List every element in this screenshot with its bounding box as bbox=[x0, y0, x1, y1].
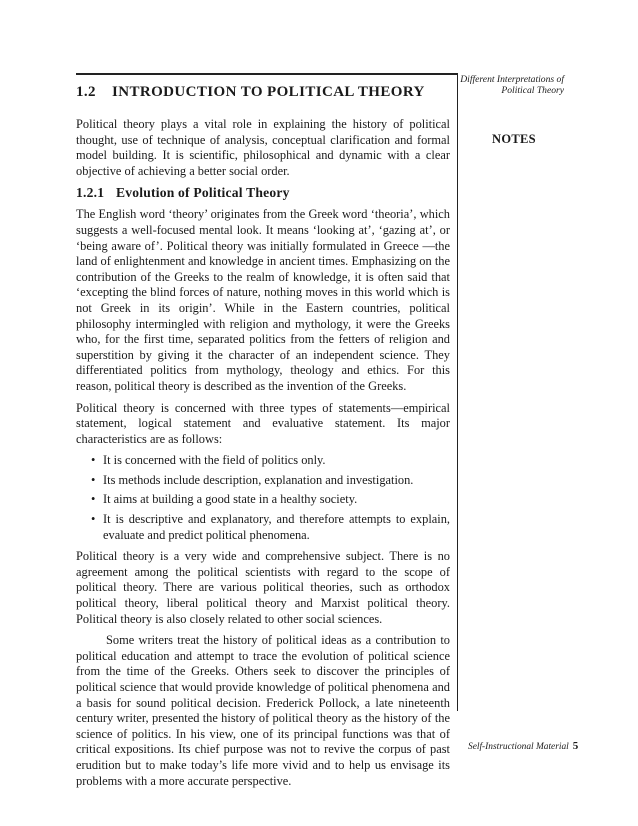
list-item bbox=[76, 453, 450, 469]
section-heading bbox=[76, 83, 451, 101]
page-footer bbox=[468, 740, 578, 752]
main-content bbox=[76, 117, 450, 795]
list-item bbox=[76, 492, 450, 508]
subsection-heading bbox=[76, 185, 450, 201]
subsection-title: Evolution of Political Theory bbox=[116, 185, 290, 201]
running-header-line1: Different Interpretations of bbox=[460, 74, 564, 85]
footer-label: Self-Instructional Material bbox=[468, 742, 569, 752]
section-title: INTRODUCTION TO POLITICAL THEORY bbox=[112, 84, 425, 100]
list-item-text: It is concerned with the field of politics only. bbox=[103, 453, 326, 468]
list-item-text: Its methods include description, explanation and investigation. bbox=[103, 472, 414, 487]
paragraph-statements: Political theory is concerned with three types of statements—empirical statement, logical statement and evaluative statement. Its major characteristics are as follows: bbox=[76, 400, 450, 446]
paragraph-history: Some writers treat the history of political ideas as a contribution to political education and attempt to trace the evolution of political science from the time of the Greeks. Others seek to discover the principles of political science that would provide knowledge of political phenomena and a basis for sound political decision. Frederick Pollock, a late nineteenth century writer, presented the history of political theory as the history of the science of politics. In his view, one of its principal functions was that of critical expositions. Its chief purpose was not to revive the corpus of past erudition but to make today’s life more vivid and to help us envisage its problems with a more accurate perspective. bbox=[76, 633, 450, 788]
list-item-text: It aims at building a good state in a healthy society. bbox=[103, 492, 358, 507]
bullet-icon: • bbox=[91, 453, 96, 468]
section-top-rule bbox=[76, 73, 458, 75]
subsection-number: 1.2.1 bbox=[76, 185, 105, 201]
list-item-text: It is descriptive and explanatory, and therefore attempts to explain, evaluate and predict political phenomena. bbox=[103, 512, 450, 542]
list-item bbox=[76, 473, 450, 489]
running-header-line2: Political Theory bbox=[501, 85, 564, 96]
bullet-icon: • bbox=[91, 492, 96, 507]
paragraph-scope: Political theory is a very wide and comprehensive subject. There is no agreement among the political scientists with regard to the scope of political theory. There are various political theories, such as orthodox political theory, liberal political theory and Marxist political theory. Political theory is also closely related to other social sciences. bbox=[76, 549, 450, 626]
characteristics-list bbox=[76, 453, 450, 543]
intro-paragraph: Political theory plays a vital role in explaining the history of political thought, use of technique of analysis, conceptual clarification and formal model building. It is scientific, philosophical and dynamic with a clear objective of achieving a better social order. bbox=[76, 117, 450, 178]
running-header bbox=[460, 74, 564, 96]
section-number: 1.2 bbox=[76, 84, 96, 100]
bullet-icon: • bbox=[91, 472, 96, 487]
paragraph-theory-origin: The English word ‘theory’ originates from the Greek word ‘theoria’, which suggests a well-focused mental look. It means ‘looking at’, ‘gazing at’, or ‘being aware of’. Political theory was initially formulated in Greece —the land of enlightenment and knowledge in ancient times. Emphasizing on the contribution of the Greeks to the realm of knowledge, it is often said that ‘excepting the blind forces of nature, nothing moves in this world which is not Greek in its origin’. While in the Eastern countries, political philosophy intermingled with religion and mythology, it were the Greeks who, for the first time, separated politics from the fetters of religion and superstition by giving it the character of an independent science. They differentiated politics from mythology, theology and ethics. For this reason, political theory is described as the invention of the Greeks. bbox=[76, 207, 450, 393]
bullet-icon: • bbox=[91, 512, 96, 527]
page-number: 5 bbox=[572, 740, 579, 752]
list-item bbox=[76, 512, 450, 543]
margin-divider-line bbox=[457, 73, 458, 711]
notes-label: NOTES bbox=[492, 132, 536, 146]
